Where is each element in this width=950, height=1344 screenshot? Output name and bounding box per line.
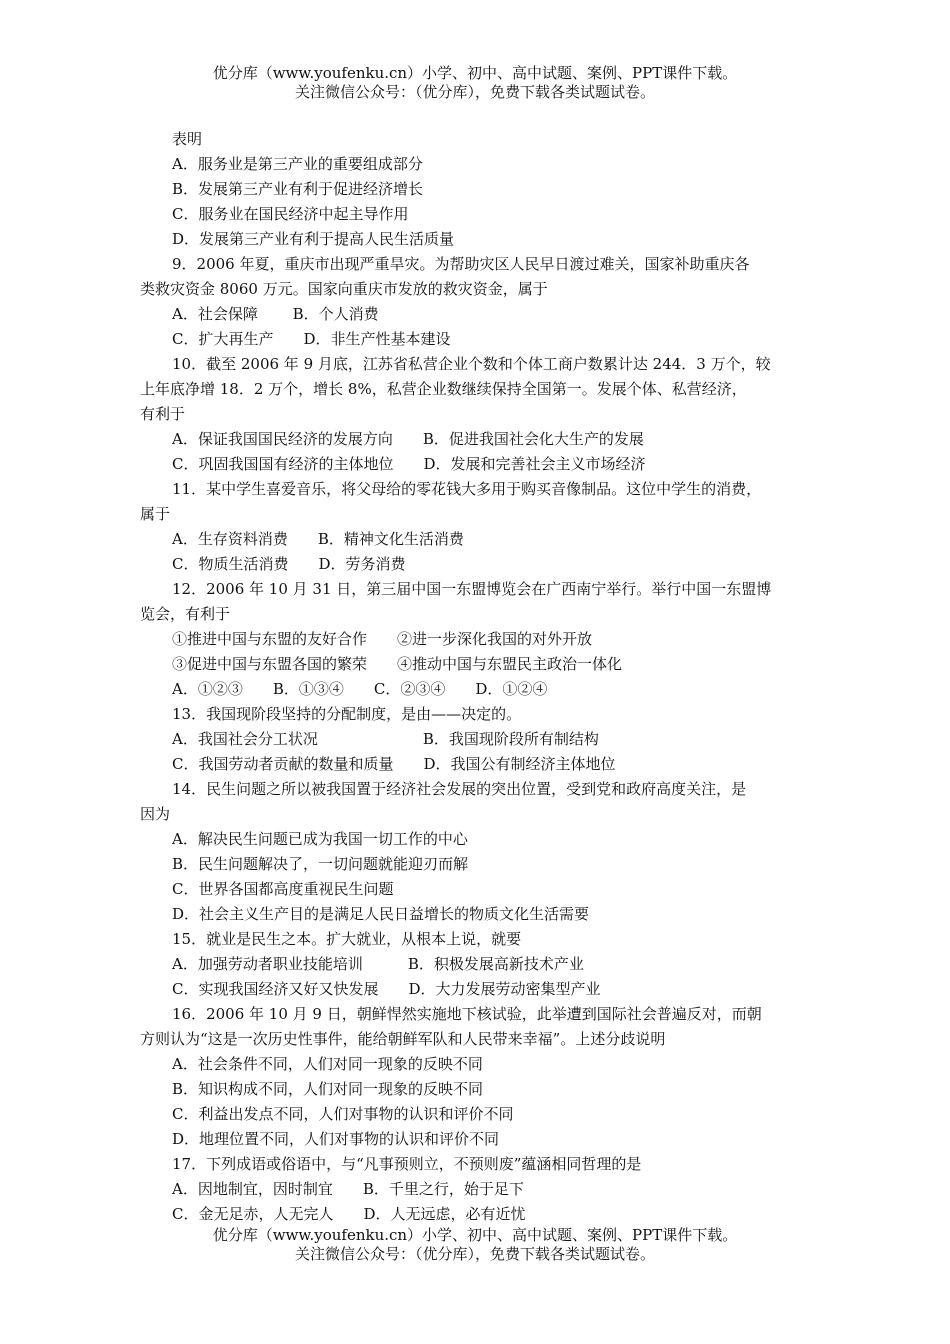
text-line: 因为 [140,805,171,823]
text-line: A．保证我国国民经济的发展方向 B．促进我国社会化大生产的发展 [172,430,644,448]
text-line: 类救灾资金 8060 万元。国家向重庆市发放的救灾资金，属于 [140,280,548,298]
text-line: 11．某中学生喜爱音乐，将父母给的零花钱大多用于购买音像制品。这位中学生的消费， [172,480,762,498]
text-line: C．巩固我国国有经济的主体地位 D．发展和完善社会主义市场经济 [172,455,646,473]
text-line: D．社会主义生产目的是满足人民日益增长的物质文化生活需要 [172,905,590,923]
text-line: 15．就业是民生之本。扩大就业，从根本上说，就要 [172,930,522,948]
text-line: C．我国劳动者贡献的数量和质量 D．我国公有制经济主体地位 [172,755,616,773]
text-line: 10．截至 2006 年 9 月底，江苏省私营企业个数和个体工商户数累计达 244．3 万个，较 [172,355,771,373]
text-line: 表明 [172,130,203,148]
text-line: C．实现我国经济又好又快发展 D．大力发展劳动密集型产业 [172,980,601,998]
footer-line-2: 关注微信公众号：（优分库），免费下载各类试题试卷。 [294,1245,655,1263]
text-line: C．扩大再生产 D．非生产性基本建设 [172,330,451,348]
text-line: C．物质生活消费 D．劳务消费 [172,555,406,573]
header-line-1: 优分库（www.youfenku.cn）小学、初中、高中试题、案例、PPT课件下载。 [212,64,738,82]
text-line: 17．下列成语或俗语中，与“凡事预则立，不预则废”蕴涵相同哲理的是 [172,1155,642,1173]
text-line: A．生存资料消费 B．精神文化生活消费 [172,530,464,548]
text-line: D．发展第三产业有利于提高人民生活质量 [172,230,455,248]
page-header [0,64,950,102]
text-line: A．社会保障 B．个人消费 [172,305,379,323]
text-line: 12．2006 年 10 月 31 日，第三届中国一东盟博览会在广西南宁举行。举行中国一东盟博 [172,580,772,598]
text-line: A．①②③ B．①③④ C．②③④ D．①②④ [172,680,548,698]
document-body [140,127,812,1227]
text-line: 16．2006 年 10 月 9 日，朝鲜悍然实施地下核试验，此举遭到国际社会普遍反对，而朝 [172,1005,762,1023]
text-line: C．世界各国都高度重视民生问题 [172,880,394,898]
text-line: B．民生问题解决了，一切问题就能迎刃而解 [172,855,469,873]
text-line: A．社会条件不同，人们对同一现象的反映不同 [172,1055,483,1073]
text-line: 9．2006 年夏，重庆市出现严重旱灾。为帮助灾区人民早日渡过难关，国家补助重庆各 [172,255,750,273]
text-line: 13．我国现阶段坚持的分配制度，是由——决定的。 [172,705,522,723]
text-line: A．服务业是第三产业的重要组成部分 [172,155,423,173]
footer-line-1: 优分库（www.youfenku.cn）小学、初中、高中试题、案例、PPT课件下载。 [212,1226,738,1244]
text-line: 方则认为“这是一次历史性事件，能给朝鲜军队和人民带来幸福”。上述分歧说明 [140,1030,666,1048]
text-line: 有利于 [140,405,186,423]
text-line: B．发展第三产业有利于促进经济增长 [172,180,424,198]
text-line: A．加强劳动者职业技能培训 B．积极发展高新技术产业 [172,955,584,973]
text-line: B．知识构成不同，人们对同一现象的反映不同 [172,1080,484,1098]
text-line: 属于 [140,505,171,523]
page-footer [0,1226,950,1264]
text-line: A．解决民生问题已成为我国一切工作的中心 [172,830,468,848]
text-line: C．金无足赤，人无完人 D．人无远虑，必有近忧 [172,1205,526,1223]
header-line-2: 关注微信公众号：（优分库），免费下载各类试题试卷。 [294,83,655,101]
text-line: C．服务业在国民经济中起主导作用 [172,205,409,223]
text-line: C．利益出发点不同，人们对事物的认识和评价不同 [172,1105,514,1123]
text-line: D．地理位置不同，人们对事物的认识和评价不同 [172,1130,500,1148]
text-line: A．我国社会分工状况 B．我国现阶段所有制结构 [172,730,599,748]
text-line: ①推进中国与东盟的友好合作 ②进一步深化我国的对外开放 [172,630,593,648]
text-line: ③促进中国与东盟各国的繁荣 ④推动中国与东盟民主政治一体化 [172,655,623,673]
text-line: 上年底净增 18．2 万个，增长 8%，私营企业数继续保持全国第一。发展个体、私营经济， [140,380,747,398]
text-line: 览会，有利于 [140,605,231,623]
text-line: 14．民生问题之所以被我国置于经济社会发展的突出位置，受到党和政府高度关注，是 [172,780,747,798]
text-line: A．因地制宜，因时制宜 B．千里之行，始于足下 [172,1180,524,1198]
